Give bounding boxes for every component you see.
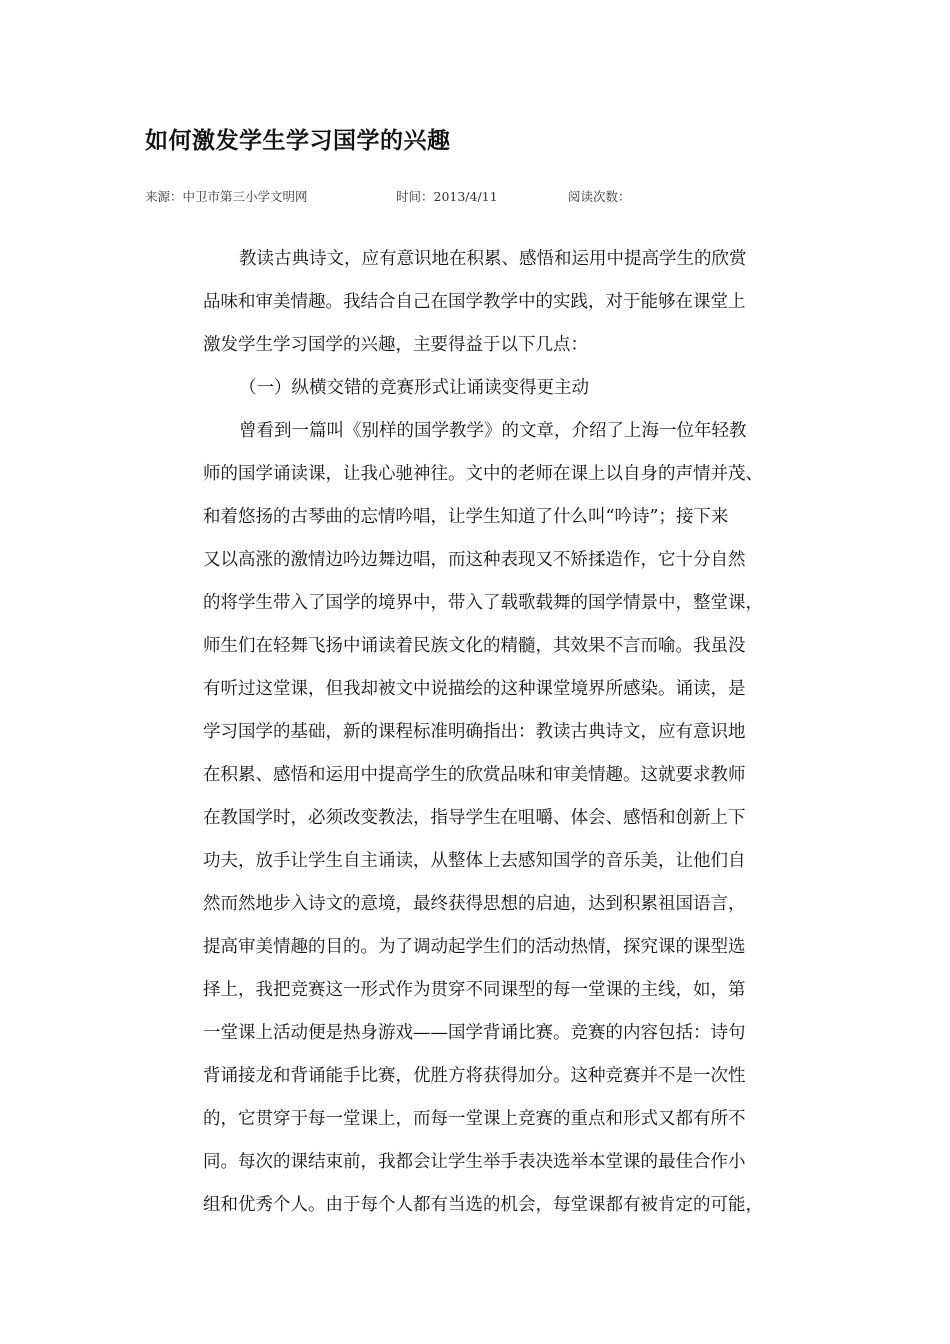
article-title: 如何激发学生学习国学的兴趣 <box>145 128 451 154</box>
paragraph-line: 组和优秀个人。由于每个人都有当选的机会，每堂课都有被肯定的可能， <box>203 1195 763 1215</box>
paragraph-line: 教读古典诗文，应有意识地在积累、感悟和运用中提高学生的欣赏 <box>239 249 747 269</box>
paragraph-line: 提高审美情趣的目的。为了调动起学生们的活动热情，探究课的课型选 <box>203 937 746 957</box>
paragraph-line: 一堂课上活动便是热身游戏——国学背诵比赛。竞赛的内容包括：诗句 <box>203 1023 746 1043</box>
meta-source: 来源：中卫市第三小学文明网 <box>145 189 308 204</box>
paragraph-line: 同。每次的课结束前，我都会让学生举手表决选举本堂课的最佳合作小 <box>203 1152 746 1172</box>
paragraph-line: 激发学生学习国学的兴趣，主要得益于以下几点： <box>203 335 588 355</box>
paragraph-line: 背诵接龙和背诵能手比赛，优胜方将获得加分。这种竞赛并不是一次性 <box>203 1066 746 1086</box>
paragraph-line: 师的国学诵读课，让我心驰神往。文中的老师在课上以自身的声情并茂、 <box>203 464 763 484</box>
paragraph-line: 又以高涨的激情边吟边舞边唱，而这种表现又不矫揉造作，它十分自然 <box>203 550 746 570</box>
paragraph-line: 功夫，放手让学生自主诵读，从整体上去感知国学的音乐美，让他们自 <box>203 851 746 871</box>
paragraph-line: 和着悠扬的古琴曲的忘情吟唱，让学生知道了什么叫“吟诗”；接下来 <box>203 507 729 527</box>
paragraph-line: 的，它贯穿于每一堂课上，而每一堂课上竞赛的重点和形式又都有所不 <box>203 1109 746 1129</box>
paragraph-line: 的将学生带入了国学的境界中，带入了载歌载舞的国学情景中，整堂课， <box>203 593 763 613</box>
article-body <box>203 238 803 1227</box>
meta-read-count: 阅读次数： <box>568 189 631 204</box>
paragraph-line: 有听过这堂课，但我却被文中说描绘的这种课堂境界所感染。诵读，是 <box>203 679 746 699</box>
paragraph-line: 择上，我把竞赛这一形式作为贯穿不同课型的每一堂课的主线，如，第 <box>203 980 746 1000</box>
paragraph-line: 在教国学时，必须改变教法，指导学生在咀嚼、体会、感悟和创新上下 <box>203 808 746 828</box>
paragraph-line: 在积累、感悟和运用中提高学生的欣赏品味和审美情趣。这就要求教师 <box>203 765 746 785</box>
paragraph-line: 品味和审美情趣。我结合自己在国学教学中的实践，对于能够在课堂上 <box>203 292 746 312</box>
paragraph-line: 曾看到一篇叫《别样的国学教学》的文章，介绍了上海一位年轻教 <box>239 421 747 441</box>
paragraph-line: 学习国学的基础，新的课程标准明确指出：教读古典诗文，应有意识地 <box>203 722 746 742</box>
section-heading: （一）纵横交错的竞赛形式让诵读变得更主动 <box>239 378 589 398</box>
meta-time: 时间：2013/4/11 <box>396 189 498 204</box>
paragraph-line: 然而然地步入诗文的意境，最终获得思想的启迪，达到积累祖国语言， <box>203 894 746 914</box>
paragraph-line: 师生们在轻舞飞扬中诵读着民族文化的精髓，其效果不言而喻。我虽没 <box>203 636 746 656</box>
